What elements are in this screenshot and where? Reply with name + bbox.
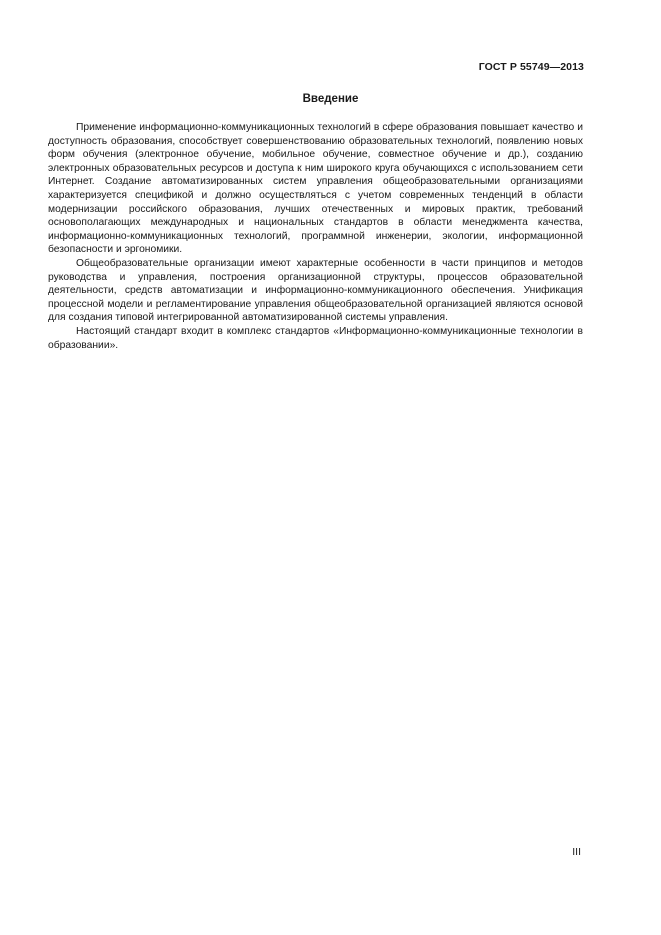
body-text	[48, 121, 583, 352]
paragraph-2: Общеобразовательные организации имеют характерные особенности в части принципов и методов руководства и управления, построения организационной структуры, процессов образовательной деятельности, средств автоматизации и информационно-коммуникационного обеспечения. Унификация процессной модели и регламентирование управления общеобразовательной организацией являются основой для создания типовой интегрированной автоматизированной системы управления.	[48, 257, 583, 324]
standard-code: ГОСТ Р 55749—2013	[478, 61, 584, 73]
paragraph-1: Применение информационно-коммуникационных технологий в сфере образования повышает качество и доступность образования, способствует совершенствованию образовательных технологий, появлению новых форм обучения (электронное обучение, мобильное обучение, совместное обучение и др.), созданию электронных образовательных ресурсов и доступа к ним широкого круга обучающихся с использованием сети Интернет. Создание автоматизированных систем управления общеобразовательными организациями характеризуется спецификой и должно осуществляться с учетом современных тенденций в области модернизации российского образования, лучших отечественных и мировых практик, требований основополагающих международных и национальных стандартов в области менеджмента качества, информационно-коммуникационных технологий, программной инженерии, экологии, информационной безопасности и эргономики.	[48, 122, 583, 256]
section-title: Введение	[302, 93, 359, 105]
paragraph-3: Настоящий стандарт входит в комплекс стандартов «Информационно-коммуникационные технологии в образовании».	[48, 325, 583, 351]
page-number: III	[572, 846, 581, 858]
